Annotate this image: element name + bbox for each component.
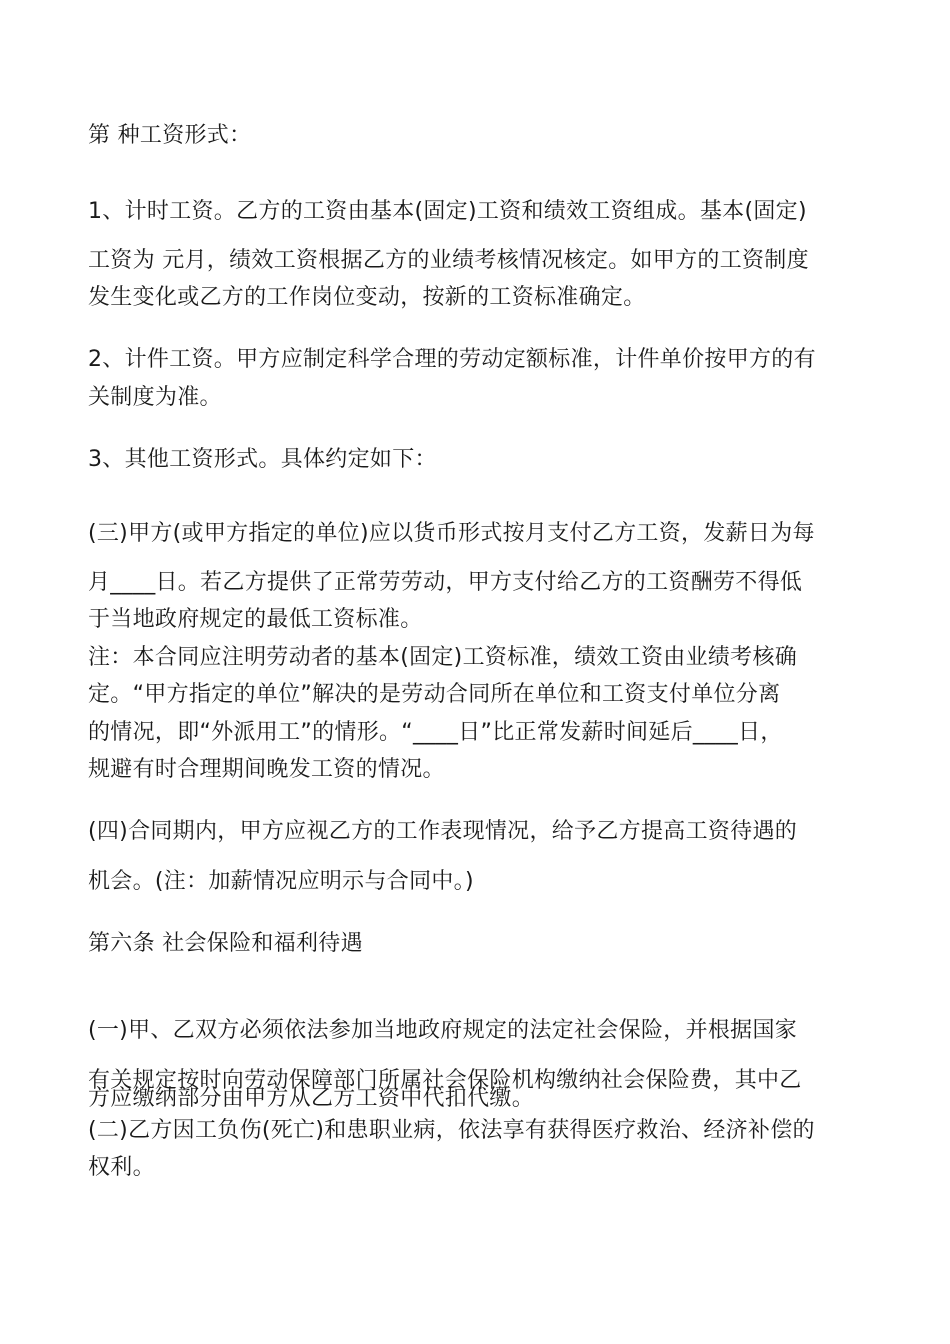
paragraph-line: 于当地政府规定的最低工资标准。 [88,607,423,632]
paragraph-line: 机会。(注：加薪情况应明示与合同中。) [88,869,474,894]
article-heading: 第六条 社会保险和福利待遇 [88,931,363,956]
paragraph-line: 工资为 元月，绩效工资根据乙方的业绩考核情况核定。如甲方的工资制度 [88,248,809,273]
paragraph-line: 3、其他工资形式。具体约定如下： [88,447,437,472]
paragraph-line: (四)合同期内，甲方应视乙方的工作表现情况，给予乙方提高工资待遇的 [88,819,798,844]
paragraph-line: 发生变化或乙方的工作岗位变动，按新的工资标准确定。 [88,285,646,310]
paragraph-line: 2、计件工资。甲方应制定科学合理的劳动定额标准，计件单价按甲方的有 [88,347,816,372]
wage-form-heading: 第 种工资形式： [88,123,252,148]
note-line: 的情况，即“外派用工”的情形。“____日”比正常发薪时间延后____日， [88,720,783,745]
paragraph-line: (二)乙方因工负伤(死亡)和患职业病，依法享有获得医疗救治、经济补偿的 [88,1118,815,1143]
paragraph-line: 有关规定按时向劳动保障部门所属社会保险机构缴纳社会保险费，其中乙 [88,1068,802,1093]
note-line: 注：本合同应注明劳动者的基本(固定)工资标准，绩效工资由业绩考核确 [88,645,798,670]
paragraph-line: (一)甲、乙双方必须依法参加当地政府规定的法定社会保险，并根据国家 [88,1018,798,1043]
paragraph-line: (三)甲方(或甲方指定的单位)应以货币形式按月支付乙方工资，发薪日为每 [88,521,815,546]
paragraph-line: 关制度为准。 [88,385,222,410]
paragraph-line: 方应缴纳部分由甲方从乙方工资中代扣代缴。 [88,1086,535,1111]
note-line: 规避有时合理期间晚发工资的情况。 [88,757,445,782]
paragraph-line: 月____日。若乙方提供了正常劳劳动，甲方支付给乙方的工资酬劳不得低 [88,570,803,595]
paragraph-line: 1、计时工资。乙方的工资由基本(固定)工资和绩效工资组成。基本(固定) [88,199,807,224]
note-line: 定。“甲方指定的单位”解决的是劳动合同所在单位和工资支付单位分离 [88,682,781,707]
paragraph-line: 权利。 [88,1155,155,1180]
